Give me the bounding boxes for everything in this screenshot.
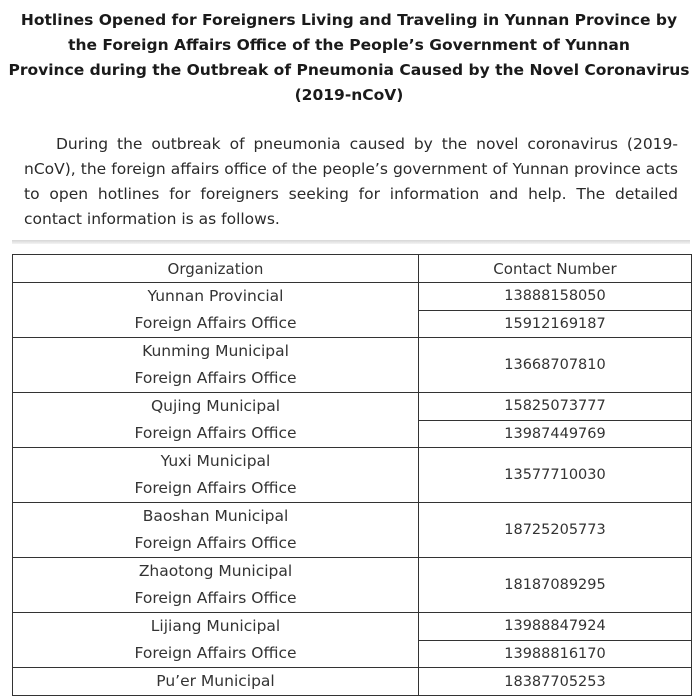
organization-cell	[13, 338, 419, 393]
contact-number: 15912169187	[419, 310, 692, 338]
table-row	[13, 448, 692, 503]
organization-cell	[13, 613, 419, 668]
table-row	[13, 613, 692, 641]
contact-number: 13988847924	[419, 613, 692, 641]
organization-office: Foreign Affairs Office	[134, 534, 297, 552]
intro-text: During the outbreak of pneumonia caused by the novel coronavirus (2019-nCoV), the foreign affairs office of the people’s government of Yunnan province acts to open hotlines for foreigners seeking for information and help. The detailed contact information is as follows.	[24, 135, 678, 228]
organization-name: Qujing Municipal	[150, 397, 281, 415]
contact-number: 13987449769	[419, 420, 692, 448]
organization-office: Foreign Affairs Office	[134, 369, 297, 387]
contact-number: 13668707810	[419, 338, 692, 393]
table-row	[13, 558, 692, 613]
organization-office: Foreign Affairs Office	[134, 479, 297, 497]
organization-office: Foreign Affairs Office	[134, 424, 297, 442]
table-row	[13, 668, 692, 696]
organization-cell	[13, 448, 419, 503]
column-header-contact-number: Contact Number	[419, 255, 692, 283]
organization-name: Yuxi Municipal	[160, 452, 271, 470]
organization-cell	[13, 503, 419, 558]
organization-office: Foreign Affairs Office	[134, 314, 297, 332]
organization-cell	[13, 283, 419, 338]
organization-name: Lijiang Municipal	[150, 617, 281, 635]
contact-number: 15825073777	[419, 393, 692, 421]
contact-number: 13888158050	[419, 283, 692, 311]
title-line: (2019-nCoV)	[294, 86, 404, 104]
organization-cell	[13, 558, 419, 613]
contact-number: 18725205773	[419, 503, 692, 558]
organization-office: Foreign Affairs Office	[134, 589, 297, 607]
title-line: the Foreign Affairs Office of the People’s Government of Yunnan	[68, 36, 630, 54]
divider	[12, 240, 690, 244]
column-header-organization: Organization	[13, 255, 419, 283]
title-line: Hotlines Opened for Foreigners Living and Traveling in Yunnan Province by	[20, 11, 678, 29]
table-row	[13, 338, 692, 393]
organization-name: Zhaotong Municipal	[138, 562, 293, 580]
organization-name: Yunnan Provincial	[147, 287, 284, 305]
intro-paragraph	[24, 132, 678, 232]
organization-name: Pu’er Municipal	[156, 672, 275, 690]
table-row	[13, 393, 692, 421]
contact-number: 13988816170	[419, 640, 692, 668]
organization-cell	[13, 393, 419, 448]
organization-office: Foreign Affairs Office	[134, 644, 297, 662]
hotline-table	[12, 254, 692, 696]
title-line: Province during the Outbreak of Pneumonia Caused by the Novel Coronavirus	[8, 61, 690, 79]
contact-number: 13577710030	[419, 448, 692, 503]
organization-name: Kunming Municipal	[142, 342, 289, 360]
organization-name: Baoshan Municipal	[142, 507, 289, 525]
organization-cell	[13, 668, 419, 696]
contact-number: 18187089295	[419, 558, 692, 613]
table-row	[13, 503, 692, 558]
contact-number: 18387705253	[419, 668, 692, 696]
table-row	[13, 283, 692, 311]
page-title	[0, 8, 698, 108]
table-header-row	[13, 255, 692, 283]
